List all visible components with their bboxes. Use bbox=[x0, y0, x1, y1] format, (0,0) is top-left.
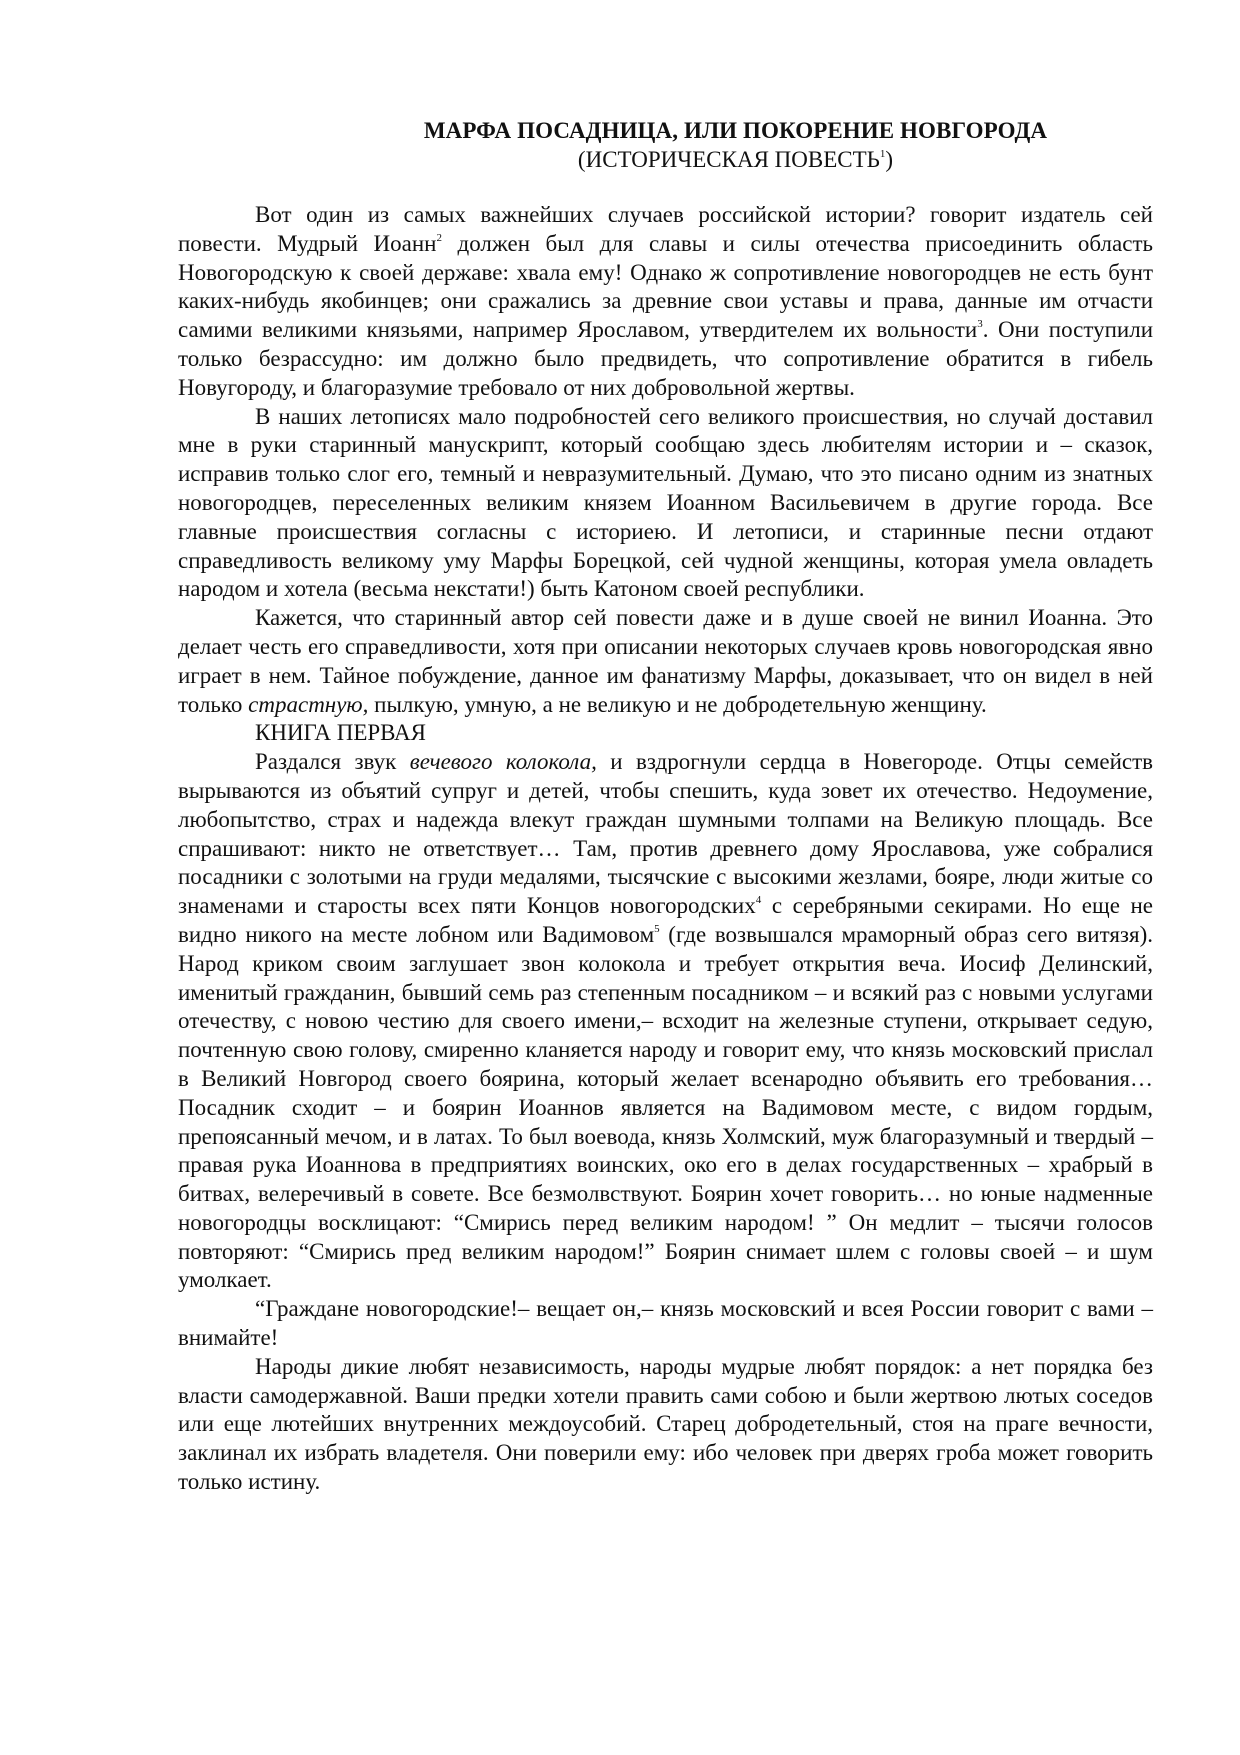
paragraph-4: Раздался звук вечевого колокола, и вздрогнули сердца в Новегороде. Отцы семейств вырываются из объятий супруг и детей, чтобы спешить, куда зовет их отечество. Недоумение, любопытство, страх и надежда влекут граждан шумными толпами на Великую площадь. Все спрашивают: никто не ответствует… Там, против древнего дому Ярославова, уже собралися посадники с золотыми на груди медалями, тысячские с высокими жезлами, бояре, люди житые со знаменами и старосты всех пяти Концов новогородских$^4$ с серебряными секирами. Но еще не видно никого на месте лобном или Вадимовом$^5$ (где возвышался мраморный образ сего витязя). Народ криком своим заглушает звон колокола и требует открытия веча. Иосиф Делинский, именитый гражданин, бывший семь раз степенным посадником – и всякий раз с новыми услугами отечеству, с новою честию для своего имени,– всходит на железные ступени, открывает седую, почтенную свою голову, смиренно кланяется народу и говорит ему, что князь московский прислал в Великий Новгород своего боярина, который желает всенародно объявить его требования… Посадник сходит – и боярин Иоаннов является на Вадимовом месте, с видом гордым, препоясанный мечом, и в латах. То был воевода, князь Холмский, муж благоразумный и твердый – правая рука Иоаннова в предприятиях воинских, око его в делах государственных – храбрый в битвах, велеречивый в совете. Все безмолвствуют. Боярин хочет говорить… но юные надменные новогородцы восклицают: “Смирись перед великим народом! ” Он медлит – тысячи голосов повторяют: “Смирись пред великим народом!” Боярин снимает шлем с головы своей – и шум умолкает. bbox=[178, 749, 1154, 1293]
footnote-ref-2: 2 bbox=[436, 231, 442, 244]
subtitle-text: (ИСТОРИЧЕСКАЯ ПОВЕСТЬ bbox=[577, 147, 880, 172]
paragraph-2: В наших летописях мало подробностей сего великого происшествия, но случай доставил мне в руки старинный манускрипт, который сообщаю здесь любителям истории и – сказок, исправив только слог его, темный и невразумительный. Думаю, что это писано одним из знатных новогородцев, переселенных великим князем Иоанном Васильевичем в другие города. Все главные происшествия согласны с историею. И летописи, и старинные песни отдают справедливость великому уму Марфы Борецкой, сей чудной женщины, которая умела овладеть народом и хотела (весьма некстати!) быть Катоном своей республики. bbox=[178, 403, 1153, 602]
subtitle-close: ) bbox=[885, 147, 894, 172]
italic-text: страстную, bbox=[248, 691, 369, 717]
italic-text: вечевого колокола, bbox=[409, 749, 597, 775]
paragraph-3: Кажется, что старинный автор сей повести даже и в душе своей не винил Иоанна. Это делает честь его справедливости, хотя при описании некоторых случаев кровь новогородская явно играет в нем. Тайное побуждение, данное им фанатизму Марфы, доказывает, что он видел в ней только страстную, пылкую, умную, а не великую и не добродетельную женщину. bbox=[178, 605, 1153, 717]
section-heading: КНИГА ПЕРВАЯ bbox=[255, 720, 427, 746]
paragraph-1: Вот один из самых важнейших случаев российской истории? говорит издатель сей повести. Мудрый Иоанн$^2$ должен был для славы и силы отечества присоединить область Новогородскую к своей державе: хвала ему! Однако ж сопротивление новогородцев не есть бунт каких-нибудь якобинцев; они сражались за древние свои уставы и права, данные им отчасти самими великими князьями, например Ярославом, утвердителем их вольности$^3$. Они поступили только безрассудно: им должно было предвидеть, что сопротивление обратится в гибель Новугороду, и благоразумие требовало от них добровольной жертвы. bbox=[178, 202, 1154, 400]
paragraph-6: Народы дикие любят независимость, народы мудрые любят порядок: а нет порядка без власти самодержавной. Ваши предки хотели править сами собою и были жертвою лютых соседов или еще лютейших внутренних междоусобий. Старец добродетельный, стоя на праге вечности, заклинал их избрать владетеля. Они поверили ему: ибо человек при дверях гроба может говорить только истину. bbox=[178, 1353, 1153, 1495]
footnote-ref-4: 4 bbox=[755, 894, 762, 907]
paragraph-5: “Граждане новогородские!– вещает он,– князь московский и всея России говорит с вами – внимайте! bbox=[178, 1296, 1153, 1351]
document-subtitle bbox=[318, 145, 1153, 174]
document-title: МАРФА ПОСАДНИЦА, ИЛИ ПОКОРЕНИЕ НОВГОРОДА bbox=[423, 118, 1048, 143]
footnote-ref-3: 3 bbox=[977, 318, 983, 331]
document-page bbox=[178, 116, 1153, 1497]
footnote-ref-1: 1 bbox=[879, 148, 886, 161]
footnote-ref-5: 5 bbox=[654, 923, 660, 936]
